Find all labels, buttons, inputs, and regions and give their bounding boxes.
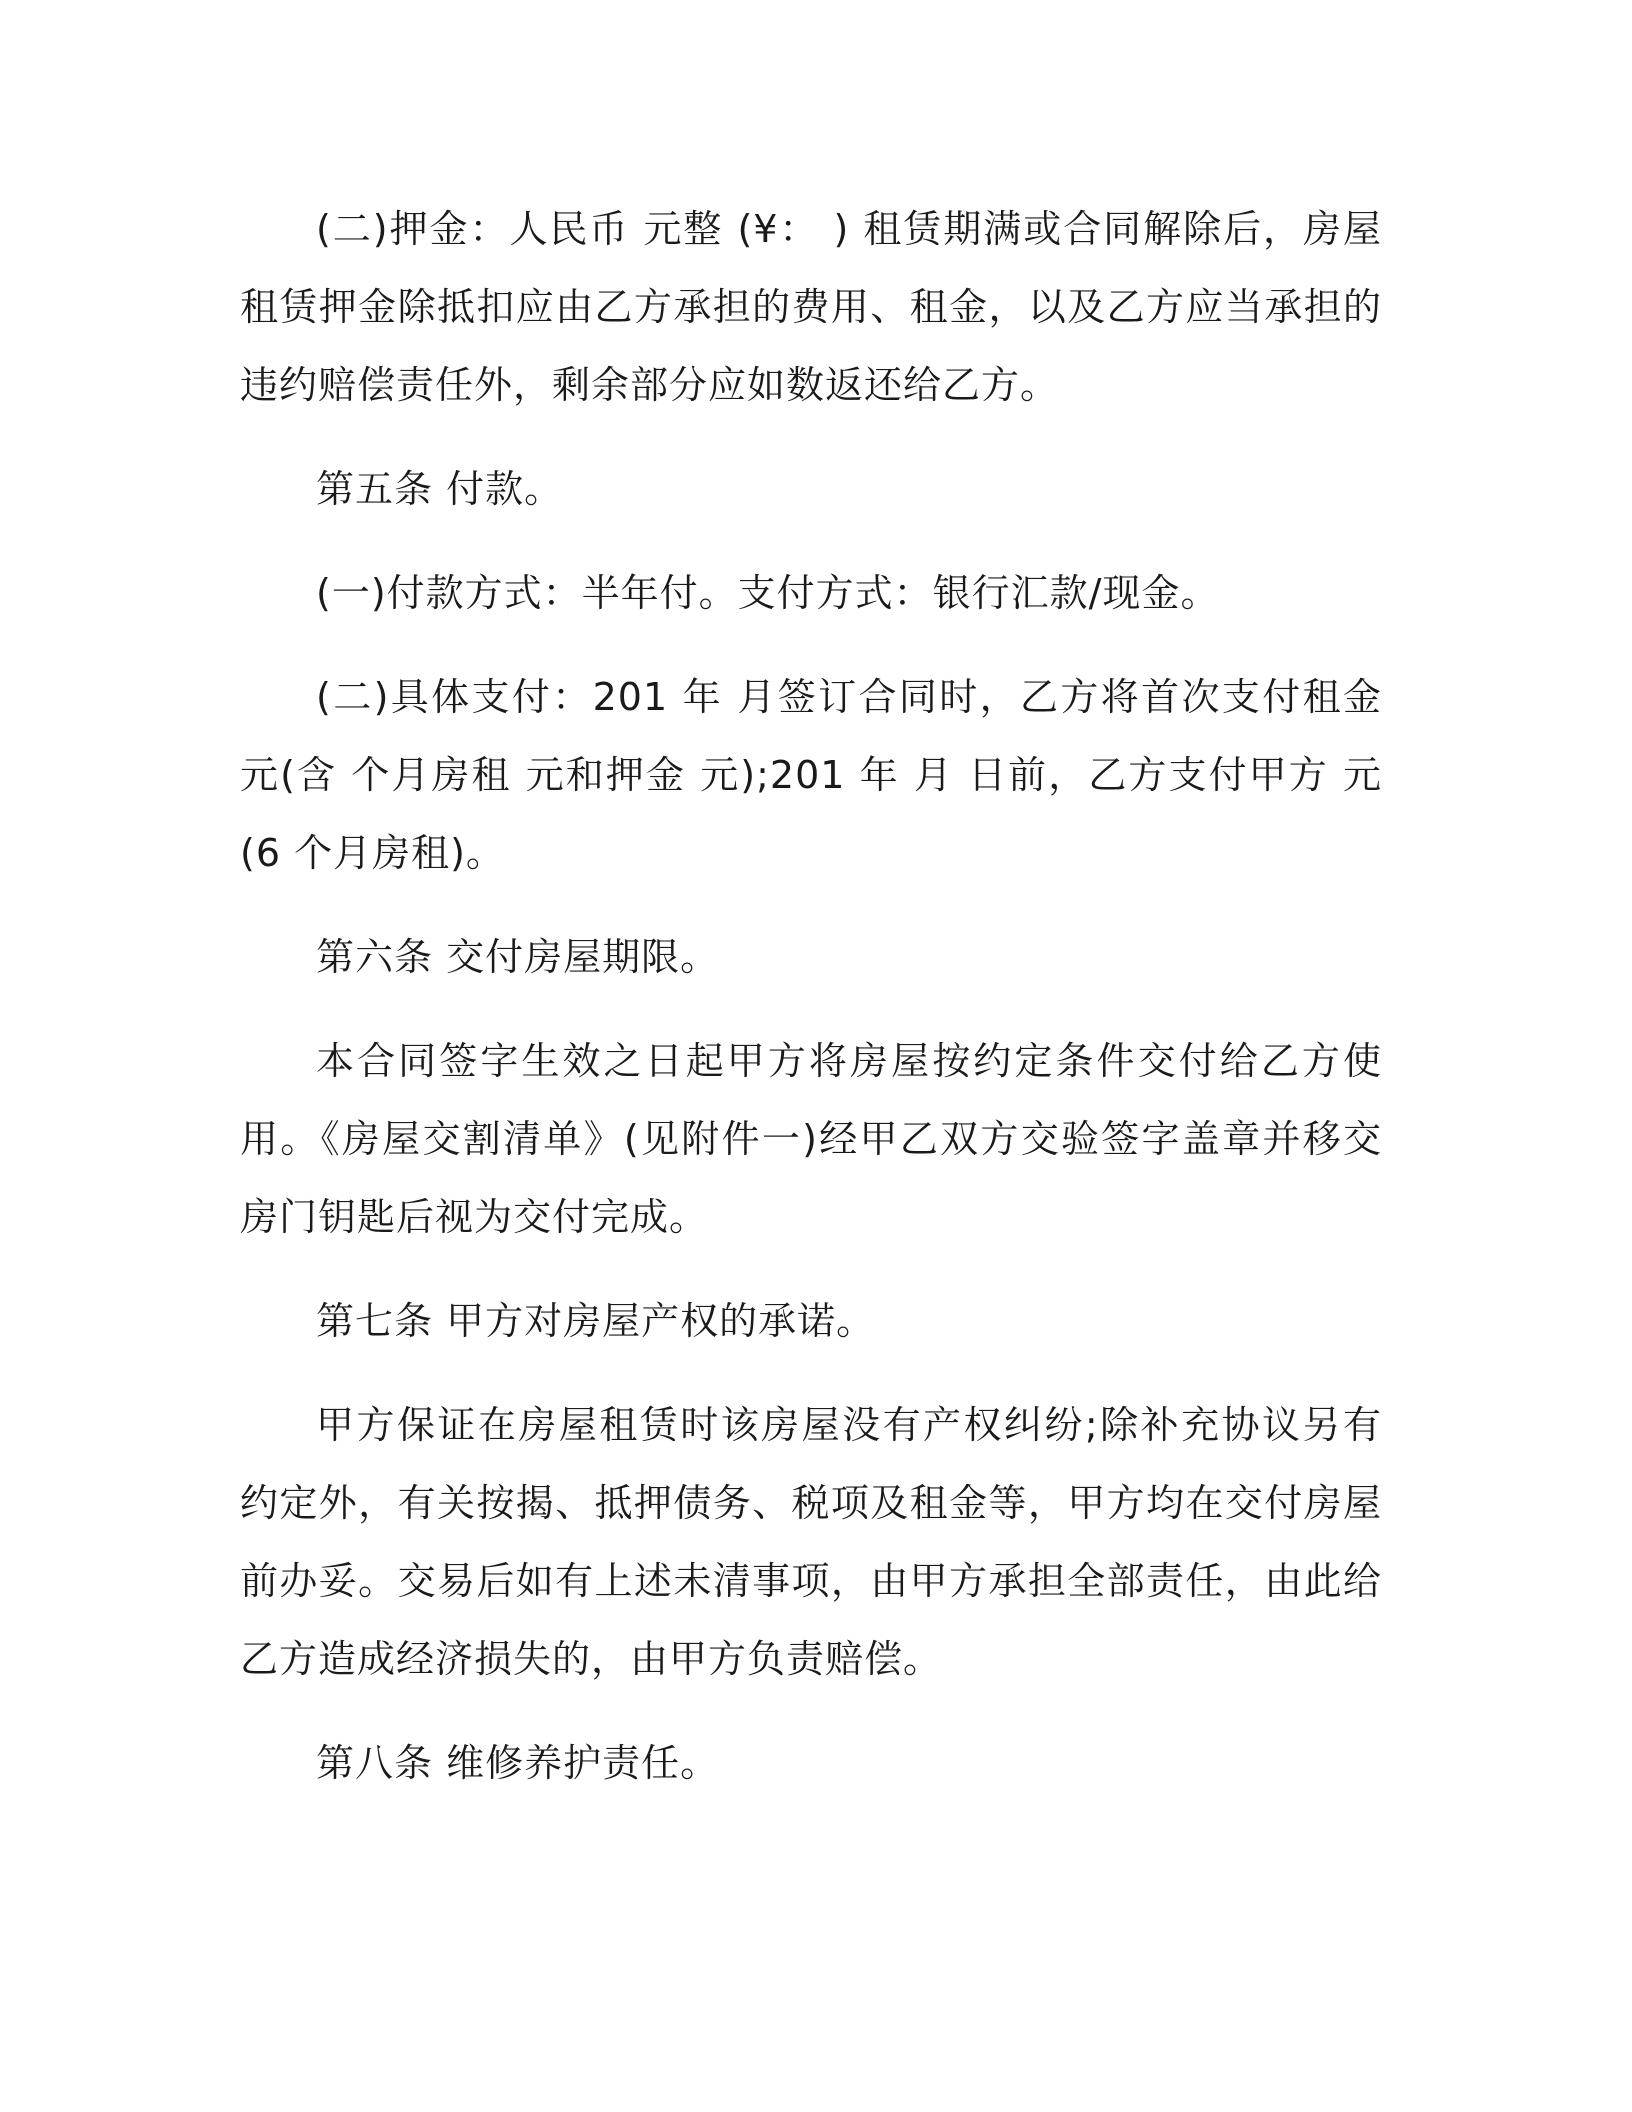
article-6-heading: 第六条 交付房屋期限。 [316, 935, 720, 979]
deposit-paragraph: (二)押金：人民币 元整 (¥： ) 租赁期满或合同解除后，房屋租赁押金除抵扣应由乙方承担的费用、租金，以及乙方应当承担的违约赔偿责任外，剩余部分应如数返还给乙方。 [240, 207, 1382, 407]
payment-method-paragraph: (一)付款方式：半年付。支付方式：银行汇款/现金。 [316, 571, 1220, 615]
ownership-paragraph: 甲方保证在房屋租赁时该房屋没有产权纠纷;除补充协议另有约定外，有关按揭、抵押债务、税项及租金等，甲方均在交付房屋前办妥。交易后如有上述未清事项，由甲方承担全部责任，由此给乙方造成经济损失的，由甲方负责赔偿。 [240, 1403, 1382, 1681]
article-8-heading: 第八条 维修养护责任。 [316, 1741, 720, 1785]
delivery-paragraph: 本合同签字生效之日起甲方将房屋按约定条件交付给乙方使用。《房屋交割清单》(见附件一)经甲乙双方交验签字盖章并移交房门钥匙后视为交付完成。 [240, 1039, 1382, 1239]
article-7-heading: 第七条 甲方对房屋产权的承诺。 [316, 1299, 876, 1343]
payment-detail-paragraph: (二)具体支付：201 年 月签订合同时，乙方将首次支付租金 元(含 个月房租 元和押金 元);201 年 月 日前，乙方支付甲方 元(6 个月房租)。 [240, 675, 1382, 875]
article-5-heading: 第五条 付款。 [316, 467, 564, 511]
